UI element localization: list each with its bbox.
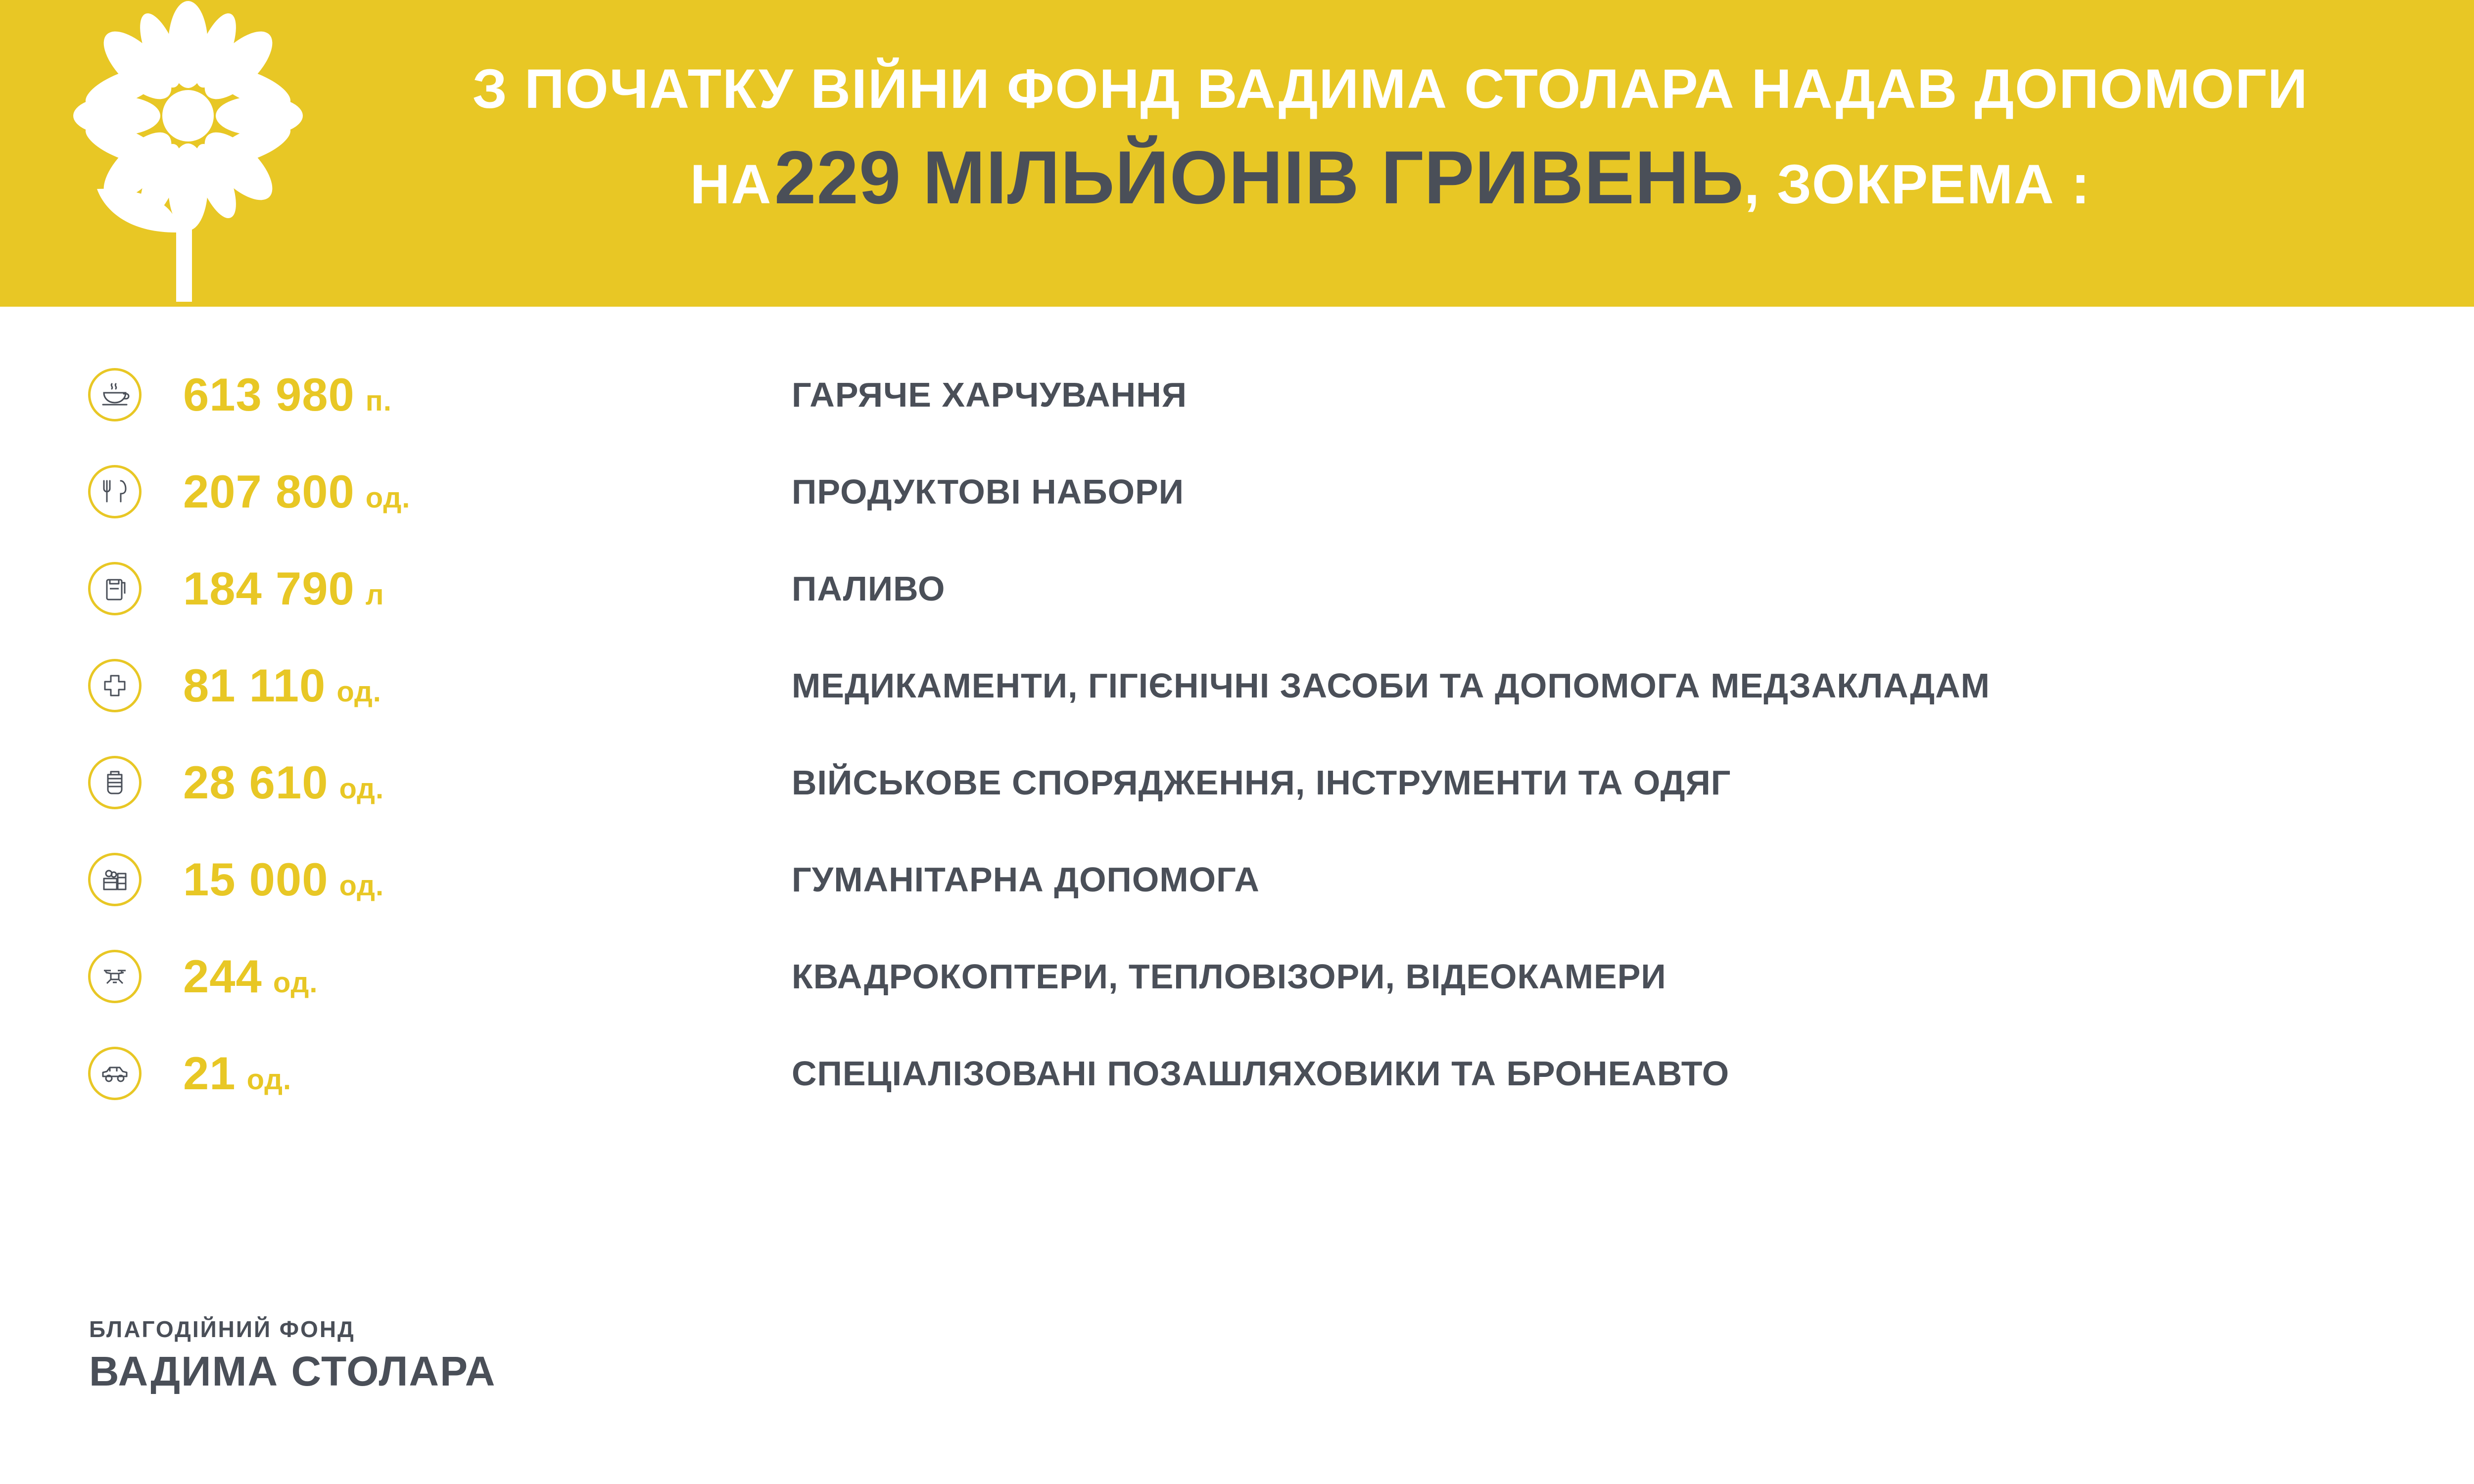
header-amount: 229 МІЛЬЙОНІВ ГРИВЕНЬ — [774, 136, 1744, 220]
header-line-1: З ПОЧАТКУ ВІЙНИ ФОНД ВАДИМА СТОЛАРА НАДАВ ДОПОМОГИ — [472, 58, 2309, 120]
foundation-logo-line-2: ВАДИМА СТОЛАРА — [89, 1348, 496, 1394]
header-line-2 — [376, 133, 2405, 223]
list-item — [0, 540, 2474, 637]
amount-value: 28 610 — [183, 756, 329, 808]
item-label: КВАДРОКОПТЕРИ, ТЕПЛОВІЗОРИ, ВІДЕОКАМЕРИ — [792, 957, 1666, 996]
amount — [183, 562, 384, 615]
amount — [183, 368, 392, 421]
item-label: ПАЛИВО — [792, 569, 946, 608]
amount-value: 81 110 — [183, 659, 326, 711]
amount-unit: од. — [273, 967, 318, 999]
list-item — [0, 637, 2474, 734]
item-label: ГУМАНІТАРНА ДОПОМОГА — [792, 860, 1260, 899]
item-label: МЕДИКАМЕНТИ, ГІГІЄНІЧНІ ЗАСОБИ ТА ДОПОМОГА МЕДЗАКЛАДАМ — [792, 666, 1990, 705]
item-label: ПРОДУКТОВІ НАБОРИ — [792, 472, 1185, 511]
body-armor-icon — [88, 756, 142, 809]
amount — [183, 950, 318, 1003]
amount — [183, 756, 384, 809]
amount-unit: л — [365, 579, 384, 611]
amount-unit: од. — [339, 870, 384, 902]
amount-value: 21 — [183, 1047, 236, 1099]
foundation-logo — [89, 1316, 881, 1395]
list-item — [0, 443, 2474, 540]
header-text — [376, 54, 2405, 223]
amount — [183, 659, 381, 712]
header-banner — [0, 0, 2474, 307]
list-item — [0, 734, 2474, 831]
drone-icon — [88, 950, 142, 1003]
amount-unit: од. — [336, 676, 381, 708]
amount-unit: од. — [339, 773, 384, 805]
foundation-logo-line-1: БЛАГОДІЙНИЙ ФОНД — [89, 1316, 355, 1342]
amount-value: 207 800 — [183, 465, 355, 517]
amount-value: 15 000 — [183, 853, 329, 905]
amount-value: 184 790 — [183, 562, 355, 614]
amount — [183, 465, 410, 518]
amount-unit: п. — [365, 385, 392, 417]
offroad-car-icon — [88, 1047, 142, 1100]
amount-value: 244 — [183, 950, 262, 1002]
item-label: ВІЙСЬКОВЕ СПОРЯДЖЕННЯ, ІНСТРУМЕНТИ ТА ОДЯГ — [792, 763, 1731, 802]
item-label: ГАРЯЧЕ ХАРЧУВАННЯ — [792, 375, 1188, 414]
amount — [183, 1047, 291, 1100]
header-prefix: НА — [690, 153, 772, 215]
humanitarian-box-icon — [88, 853, 142, 906]
list-item — [0, 346, 2474, 443]
amount-unit: од. — [246, 1064, 292, 1096]
item-label: СПЕЦІАЛІЗОВАНІ ПОЗАШЛЯХОВИКИ ТА БРОНЕАВТО — [792, 1054, 1730, 1093]
flower-logo-icon — [20, 0, 356, 302]
amount-value: 613 980 — [183, 369, 355, 420]
hot-meal-icon — [88, 368, 142, 421]
aid-items-list — [0, 346, 2474, 1122]
medical-cross-icon — [88, 659, 142, 712]
list-item — [0, 831, 2474, 928]
amount — [183, 853, 384, 906]
list-item — [0, 928, 2474, 1025]
cutlery-icon — [88, 465, 142, 518]
list-item — [0, 1025, 2474, 1122]
fuel-canister-icon — [88, 562, 142, 615]
amount-unit: од. — [365, 482, 411, 514]
header-suffix: , ЗОКРЕМА : — [1744, 153, 2091, 215]
